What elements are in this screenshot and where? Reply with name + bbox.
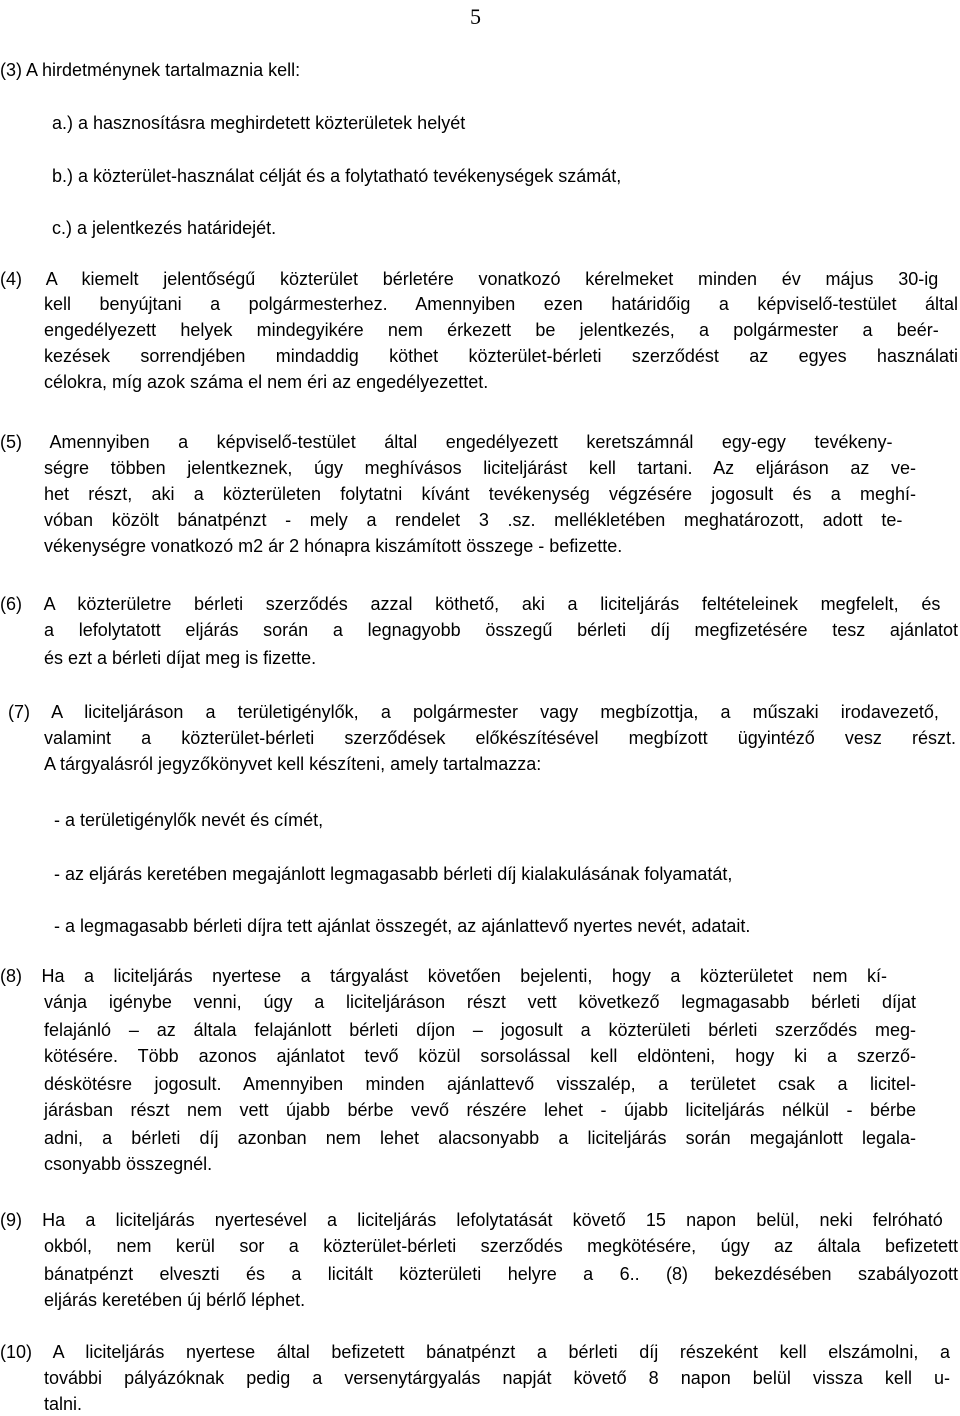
text-line: eljárás keretében új bérlő léphet. (44, 1290, 306, 1310)
text-line: adni, a bérleti díj azonban nem lehet alacsonyabb a liciteljárás során megajánlott legala- (44, 1128, 916, 1148)
text-line: vóban közölt bánatpénzt - mely a rendelet 3 .sz. mellékletében meghatározott, adott te- (44, 510, 903, 530)
text-line: ségre többen jelentkeznek, úgy meghívásos liciteljárást kell tartani. Az eljáráson az ve- (44, 458, 916, 478)
text-line: okból, nem kerül sor a közterület-bérleti szerződés megkötésére, úgy az általa befizetett (44, 1236, 958, 1256)
page-number: 5 (470, 4, 481, 29)
text-line: A tárgyalásról jegyzőkönyvet kell készíteni, amely tartalmazza: (44, 754, 542, 774)
text-line: valamint a közterület-bérleti szerződések előkészítésével megbízott ügyintéző vesz részt. (44, 728, 956, 748)
text-line: talni. (44, 1394, 83, 1414)
text-line: vékenységre vonatkozó m2 ár 2 hónapra kiszámított összege - befizette. (44, 536, 623, 556)
text-line: (7) A liciteljáráson a területigénylők, a polgármester vagy megbízottja, a műszaki irodavezető, (8, 702, 939, 722)
text-line: felajánló – az általa felajánlott bérleti díjon – jogosult a közterületi bérleti szerződés meg- (44, 1020, 916, 1040)
text-line: kötésére. Több azonos ajánlatot tevő közül sorsolással kell eldönteni, hogy ki a szerző- (44, 1046, 916, 1066)
text-line: (6) A közterületre bérleti szerződés azzal köthető, aki a liciteljárás feltételeinek megfelelt, és (0, 594, 941, 614)
text-line: b.) a közterület-használat célját és a folytatható tevékenységek számát, (52, 166, 622, 186)
text-line: kell benyújtani a polgármesterhez. Amennyiben ezen határidőig a képviselő-testület által (44, 294, 958, 314)
text-line: a.) a hasznosításra meghirdetett közterületek helyét (52, 113, 466, 133)
text-line: további pályázóknak pedig a versenytárgyalás napját követő 8 napon belül vissza kell u- (44, 1368, 950, 1388)
text-line: - a területigénylők nevét és címét, (54, 810, 324, 830)
text-line: (4) A kiemelt jelentőségű közterület bérletére vonatkozó kérelmeket minden év május 30-ig (0, 269, 939, 289)
text-line: déskötésre jogosult. Amennyiben minden ajánlattevő visszalép, a területet csak a licitel- (44, 1074, 916, 1094)
text-line: (9) Ha a liciteljárás nyertesével a liciteljárás lefolytatását követő 15 napon belül, neki felróható (0, 1210, 943, 1230)
text-line: bánatpénzt elveszti és a licitált közterületi helyre a 6.. (8) bekezdésében szabályozott (44, 1264, 958, 1284)
text-line: - a legmagasabb bérleti díjra tett ajánlat összegét, az ajánlattevő nyertes nevét, adatait. (54, 916, 751, 936)
text-line: (5) Amennyiben a képviselő-testület által engedélyezett keretszámnál egy-egy tevékeny- (0, 432, 893, 452)
text-line: és ezt a bérleti díjat meg is fizette. (44, 648, 317, 668)
text-line: (3) A hirdetménynek tartalmaznia kell: (0, 60, 301, 80)
text-line: (10) A liciteljárás nyertese által befizetett bánatpénzt a bérleti díj részeként kell elszámolni, a (0, 1342, 950, 1362)
text-line: célokra, míg azok száma el nem éri az engedélyezettet. (44, 372, 489, 392)
text-line: vánja igénybe venni, úgy a liciteljáráson részt vett következő legmagasabb bérleti díjat (44, 992, 916, 1012)
text-line: (8) Ha a liciteljárás nyertese a tárgyalást követően bejelenti, hogy a közterületet nem kí- (0, 966, 887, 986)
text-line: engedélyezett helyek mindegyikére nem érkezett be jelentkezés, a polgármester a beér- (44, 320, 939, 340)
text-line: - az eljárás keretében megajánlott legmagasabb bérleti díj kialakulásának folyamatát, (54, 864, 733, 884)
text-line: csonyabb összegnél. (44, 1154, 213, 1174)
text-line: het részt, aki a közterületen folytatni kívánt tevékenység végzésére jogosult és a meghí- (44, 484, 916, 504)
text-line: járásban részt nem vett újabb bérbe vevő részére lehet - újabb liciteljárás nélkül - bérbe (44, 1100, 916, 1120)
text-line: c.) a jelentkezés határidejét. (52, 218, 277, 238)
text-line: kezések sorrendjében mindaddig köthet közterület-bérleti szerződést az egyes használati (44, 346, 958, 366)
text-line: a lefolytatott eljárás során a legnagyobb összegű bérleti díj megfizetésére tesz ajánlatot (44, 620, 958, 640)
